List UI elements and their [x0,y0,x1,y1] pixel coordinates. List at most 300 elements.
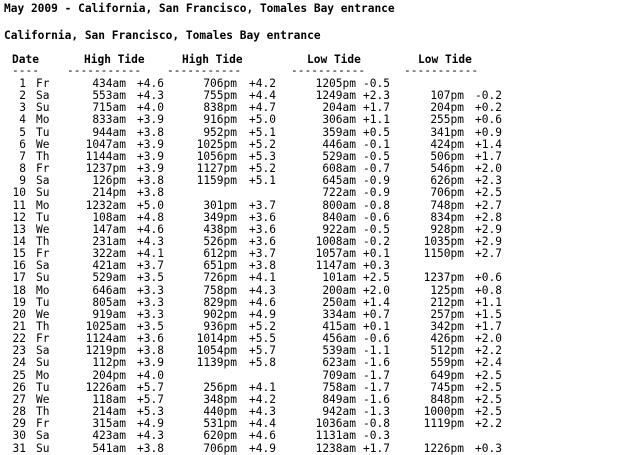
low-tide-1-height: -0.9 [363,186,390,200]
low-tide-1-time: 645am [322,174,356,188]
low-tide-1-height: -0.7 [363,162,390,176]
weekday: Su [36,186,50,200]
high-tide-2-height: +5.3 [249,149,276,163]
header-date: Date [12,53,39,66]
high-tide-1-time: 715am [92,101,126,115]
table-row [4,429,636,442]
day-number: 9 [19,174,26,188]
low-tide-1-height: +0.5 [363,125,390,139]
table-row [4,186,636,199]
table-row [4,393,636,406]
high-tide-2-height: +4.4 [249,417,276,431]
low-tide-1-time: 1131am [315,429,356,443]
table-row [4,405,636,418]
day-number: 16 [12,259,26,273]
high-tide-2-time: 612pm [203,247,237,261]
weekday: Th [36,149,50,163]
low-tide-2-height: +2.5 [475,380,502,394]
low-tide-2-height: +2.5 [475,405,502,419]
high-tide-1-height: +4.6 [137,222,164,236]
weekday: Sa [36,344,50,358]
header-underline [4,64,636,77]
weekday: Fr [36,77,50,90]
high-tide-1-time: 1144am [85,149,126,163]
high-tide-1-time: 1025am [85,320,126,333]
high-tide-2-time: 1139pm [196,356,237,370]
page-subtitle: California, San Francisco, Tomales Bay entrance [4,29,321,42]
high-tide-2-height: +3.6 [249,234,276,248]
high-tide-2-height: +5.2 [249,137,276,151]
table-row [4,417,636,430]
low-tide-1-time: 1036am [315,417,356,431]
day-number: 22 [12,332,26,346]
low-tide-1-time: 101am [322,271,356,285]
low-tide-2-time: 512pm [430,344,464,358]
high-tide-1-height: +3.8 [137,344,164,358]
table-row [4,247,636,260]
high-tide-1-time: 231am [92,234,126,248]
high-tide-1-height: +3.8 [137,186,164,200]
day-number: 3 [19,101,26,115]
page-title: May 2009 - California, San Francisco, Tomales Bay entrance [4,2,395,15]
high-tide-1-height: +4.3 [137,429,164,443]
high-tide-2-height: +5.2 [249,162,276,176]
high-tide-2-height: +4.6 [249,295,276,309]
low-tide-1-height: -0.6 [363,210,390,224]
low-tide-2-time: 848pm [430,392,464,406]
low-tide-1-time: 529am [322,149,356,163]
low-tide-1-time: 1008am [315,234,356,248]
day-number: 1 [19,77,26,90]
high-tide-1-height: +5.3 [137,405,164,419]
underline-date: ---- [12,64,39,77]
table-row [4,369,636,382]
low-tide-2-height: +2.2 [475,344,502,358]
low-tide-1-height: -1.6 [363,392,390,406]
high-tide-1-height: +4.8 [137,210,164,224]
high-tide-2-time: 726pm [203,271,237,285]
table-row [4,126,636,139]
underline-high-tide-2: ----------- [167,64,242,77]
day-number: 26 [12,380,26,394]
high-tide-2-height: +5.2 [249,320,276,333]
low-tide-2-height: +1.5 [475,307,502,321]
low-tide-1-time: 250am [322,295,356,309]
low-tide-1-height: -0.1 [363,137,390,151]
weekday: We [36,222,50,236]
low-tide-1-time: 446am [322,137,356,151]
high-tide-1-height: +4.6 [137,77,164,90]
low-tide-2-height: +2.2 [475,417,502,431]
low-tide-2-time: 1150pm [423,247,464,261]
high-tide-2-time: 651pm [203,259,237,273]
low-tide-1-time: 800am [322,198,356,212]
high-tide-1-time: 919am [92,307,126,321]
high-tide-2-time: 1056pm [196,149,237,163]
weekday: Su [36,441,50,455]
day-number: 17 [12,271,26,285]
low-tide-2-time: 559pm [430,356,464,370]
weekday: Mo [36,283,50,297]
day-number: 29 [12,417,26,431]
high-tide-1-time: 833am [92,113,126,127]
low-tide-1-time: 1205pm [315,77,356,90]
low-tide-1-height: -0.3 [363,429,390,443]
high-tide-2-height: +3.6 [249,222,276,236]
day-number: 11 [12,198,26,212]
low-tide-1-height: -0.8 [363,198,390,212]
high-tide-2-time: 952pm [203,125,237,139]
high-tide-2-height: +5.5 [249,332,276,346]
low-tide-1-height: +2.5 [363,271,390,285]
high-tide-2-height: +4.7 [249,101,276,115]
high-tide-1-time: 315am [92,417,126,431]
table-row [4,223,636,236]
underline-high-tide-1: ----------- [67,64,142,77]
low-tide-1-time: 456am [322,332,356,346]
low-tide-1-time: 200am [322,283,356,297]
low-tide-2-time: 706pm [430,186,464,200]
high-tide-1-time: 108am [92,210,126,224]
high-tide-2-height: +3.8 [249,259,276,273]
low-tide-2-height: +2.8 [475,210,502,224]
underline-low-tide-1: ----------- [291,64,366,77]
high-tide-1-time: 1219pm [85,344,126,358]
day-number: 25 [12,368,26,382]
table-row [4,296,636,309]
table-row [4,211,636,224]
low-tide-1-height: +0.7 [363,307,390,321]
low-tide-2-height: +2.7 [475,247,502,261]
high-tide-1-height: +5.7 [137,380,164,394]
high-tide-2-time: 706pm [203,441,237,455]
high-tide-2-height: +3.7 [249,247,276,261]
low-tide-2-time: 1035pm [423,234,464,248]
day-number: 7 [19,149,26,163]
low-tide-2-time: 107pm [430,89,464,103]
high-tide-1-height: +3.9 [137,113,164,127]
day-number: 21 [12,320,26,333]
weekday: Mo [36,368,50,382]
day-number: 4 [19,113,26,127]
high-tide-2-time: 526pm [203,234,237,248]
low-tide-2-height: +2.9 [475,234,502,248]
day-number: 23 [12,344,26,358]
table-row [4,284,636,297]
day-number: 31 [12,441,26,455]
table-row [4,344,636,357]
weekday: Tu [36,210,50,224]
low-tide-1-time: 942am [322,405,356,419]
low-tide-1-height: -0.9 [363,174,390,188]
day-number: 27 [12,392,26,406]
low-tide-1-height: +2.3 [363,89,390,103]
high-tide-1-height: +3.8 [137,174,164,188]
table-row [4,77,636,90]
low-tide-2-height: +2.5 [475,368,502,382]
low-tide-2-time: 341pm [430,125,464,139]
high-tide-2-height: +5.1 [249,174,276,188]
header-high-tide-2: High Tide [182,53,243,66]
header-low-tide-2: Low Tide [418,53,472,66]
high-tide-2-height: +5.7 [249,344,276,358]
high-tide-2-time: 620pm [203,429,237,443]
high-tide-1-time: 1237pm [85,162,126,176]
high-tide-1-height: +3.5 [137,320,164,333]
low-tide-2-height: +0.9 [475,125,502,139]
low-tide-2-height: +0.3 [475,441,502,455]
low-tide-2-time: 204pm [430,101,464,115]
high-tide-2-time: 349pm [203,210,237,224]
weekday: Tu [36,125,50,139]
low-tide-1-height: -0.2 [363,234,390,248]
low-tide-1-time: 1147am [315,259,356,273]
table-row [4,113,636,126]
high-tide-1-height: +4.9 [137,417,164,431]
weekday: Su [36,271,50,285]
low-tide-1-height: +0.1 [363,247,390,261]
high-tide-2-height: +4.3 [249,405,276,419]
high-tide-1-time: 147am [92,222,126,236]
high-tide-1-time: 553am [92,89,126,103]
table-row [4,162,636,175]
high-tide-1-height: +4.3 [137,234,164,248]
high-tide-2-time: 348pm [203,392,237,406]
day-number: 10 [12,186,26,200]
low-tide-2-time: 1226pm [423,441,464,455]
table-row [4,332,636,345]
high-tide-1-time: 434am [92,77,126,90]
low-tide-2-time: 125pm [430,283,464,297]
high-tide-1-height: +3.3 [137,283,164,297]
high-tide-1-time: 646am [92,283,126,297]
low-tide-2-time: 424pm [430,137,464,151]
header-high-tide-1: High Tide [84,53,145,66]
day-number: 8 [19,162,26,176]
high-tide-2-time: 758pm [203,283,237,297]
high-tide-1-time: 322am [92,247,126,261]
high-tide-2-time: 1025pm [196,137,237,151]
weekday: Sa [36,429,50,443]
low-tide-1-height: -0.5 [363,222,390,236]
high-tide-2-height: +4.1 [249,380,276,394]
high-tide-2-time: 1054pm [196,344,237,358]
high-tide-2-time: 301pm [203,198,237,212]
high-tide-2-time: 438pm [203,222,237,236]
high-tide-1-height: +4.1 [137,247,164,261]
low-tide-1-time: 306am [322,113,356,127]
low-tide-2-time: 212pm [430,295,464,309]
low-tide-1-time: 1057am [315,247,356,261]
day-number: 2 [19,89,26,103]
low-tide-2-height: +0.6 [475,271,502,285]
low-tide-2-height: +2.4 [475,356,502,370]
low-tide-1-time: 415am [322,320,356,333]
low-tide-1-time: 539am [322,344,356,358]
high-tide-2-time: 829pm [203,295,237,309]
low-tide-2-time: 834pm [430,210,464,224]
table-row [4,235,636,248]
low-tide-1-time: 758am [322,380,356,394]
table-row [4,271,636,284]
high-tide-1-time: 1124am [85,332,126,346]
low-tide-2-height: +2.7 [475,198,502,212]
low-tide-2-time: 928pm [430,222,464,236]
low-tide-1-height: -1.1 [363,344,390,358]
table-row [4,101,636,114]
high-tide-2-height: +4.9 [249,441,276,455]
high-tide-1-height: +5.7 [137,392,164,406]
high-tide-1-height: +4.0 [137,368,164,382]
low-tide-2-time: 1237pm [423,271,464,285]
high-tide-2-height: +4.6 [249,429,276,443]
day-number: 6 [19,137,26,151]
low-tide-2-height: +2.0 [475,162,502,176]
high-tide-2-height: +5.0 [249,113,276,127]
high-tide-2-time: 1127pm [196,162,237,176]
high-tide-2-height: +5.1 [249,125,276,139]
high-tide-1-time: 118am [92,392,126,406]
low-tide-1-height: +0.1 [363,320,390,333]
low-tide-2-time: 342pm [430,320,464,333]
high-tide-2-height: +4.9 [249,307,276,321]
table-row [4,381,636,394]
high-tide-2-time: 1014pm [196,332,237,346]
weekday: Th [36,405,50,419]
low-tide-1-time: 1238am [315,441,356,455]
high-tide-2-time: 531pm [203,417,237,431]
weekday: Mo [36,113,50,127]
weekday: We [36,307,50,321]
day-number: 30 [12,429,26,443]
table-row [4,174,636,187]
table-row [4,320,636,333]
high-tide-2-time: 936pm [203,320,237,333]
high-tide-1-height: +3.8 [137,441,164,455]
day-number: 18 [12,283,26,297]
high-tide-1-height: +3.9 [137,356,164,370]
low-tide-1-time: 623am [322,356,356,370]
high-tide-1-time: 805am [92,295,126,309]
high-tide-1-height: +3.8 [137,125,164,139]
high-tide-1-time: 421am [92,259,126,273]
table-row [4,199,636,212]
high-tide-2-time: 440pm [203,405,237,419]
low-tide-1-height: +1.7 [363,441,390,455]
day-number: 12 [12,210,26,224]
low-tide-2-height: +1.4 [475,137,502,151]
high-tide-1-time: 112pm [92,356,126,370]
high-tide-1-height: +5.0 [137,198,164,212]
low-tide-2-height: +1.7 [475,149,502,163]
low-tide-2-height: +2.9 [475,222,502,236]
low-tide-2-time: 745pm [430,380,464,394]
table-row [4,308,636,321]
high-tide-1-time: 541am [92,441,126,455]
low-tide-1-height: +1.7 [363,101,390,115]
high-tide-2-height: +4.2 [249,77,276,90]
low-tide-2-time: 546pm [430,162,464,176]
low-tide-2-time: 1119pm [423,417,464,431]
low-tide-1-time: 722am [322,186,356,200]
low-tide-2-height: +2.5 [475,186,502,200]
table-row [4,138,636,151]
table-row [4,442,636,455]
high-tide-2-time: 1159pm [196,174,237,188]
low-tide-1-height: -1.7 [363,380,390,394]
low-tide-2-time: 257pm [430,307,464,321]
high-tide-1-height: +3.7 [137,259,164,273]
weekday: Fr [36,247,50,261]
high-tide-1-time: 126pm [92,174,126,188]
weekday: Sa [36,259,50,273]
low-tide-1-height: -0.6 [363,332,390,346]
high-tide-1-height: +3.9 [137,137,164,151]
high-tide-1-height: +3.3 [137,307,164,321]
high-tide-2-time: 838pm [203,101,237,115]
high-tide-2-time: 902pm [203,307,237,321]
low-tide-2-height: +0.2 [475,101,502,115]
low-tide-1-height: +0.3 [363,259,390,273]
low-tide-2-height: +2.3 [475,174,502,188]
high-tide-1-height: +3.3 [137,295,164,309]
low-tide-2-time: 748pm [430,198,464,212]
table-row [4,356,636,369]
high-tide-1-height: +4.3 [137,89,164,103]
header-low-tide-1: Low Tide [307,53,361,66]
high-tide-2-height: +4.2 [249,392,276,406]
high-tide-2-height: +5.8 [249,356,276,370]
weekday: We [36,137,50,151]
high-tide-2-time: 706pm [203,77,237,90]
low-tide-1-time: 840am [322,210,356,224]
low-tide-2-time: 506pm [430,149,464,163]
low-tide-2-time: 626pm [430,174,464,188]
weekday: Tu [36,295,50,309]
day-number: 28 [12,405,26,419]
low-tide-1-height: -0.8 [363,417,390,431]
high-tide-2-height: +4.3 [249,283,276,297]
low-tide-1-height: +1.4 [363,295,390,309]
day-number: 13 [12,222,26,236]
low-tide-1-height: -0.5 [363,149,390,163]
low-tide-1-height: -1.3 [363,405,390,419]
table-row [4,150,636,163]
low-tide-1-time: 1249am [315,89,356,103]
low-tide-2-height: +0.6 [475,113,502,127]
high-tide-2-time: 916pm [203,113,237,127]
low-tide-2-height: -0.2 [475,89,502,103]
low-tide-2-time: 649pm [430,368,464,382]
high-tide-1-time: 1232am [85,198,126,212]
high-tide-1-height: +3.5 [137,271,164,285]
low-tide-1-time: 204am [322,101,356,115]
high-tide-1-time: 214am [92,405,126,419]
low-tide-1-time: 359am [322,125,356,139]
weekday: Sa [36,174,50,188]
table-row [4,259,636,272]
high-tide-1-time: 944am [92,125,126,139]
weekday: Tu [36,380,50,394]
weekday: Th [36,234,50,248]
high-tide-2-time: 256pm [203,380,237,394]
day-number: 5 [19,125,26,139]
high-tide-1-time: 423am [92,429,126,443]
low-tide-2-time: 426pm [430,332,464,346]
day-number: 20 [12,307,26,321]
day-number: 24 [12,356,26,370]
high-tide-1-height: +3.6 [137,332,164,346]
